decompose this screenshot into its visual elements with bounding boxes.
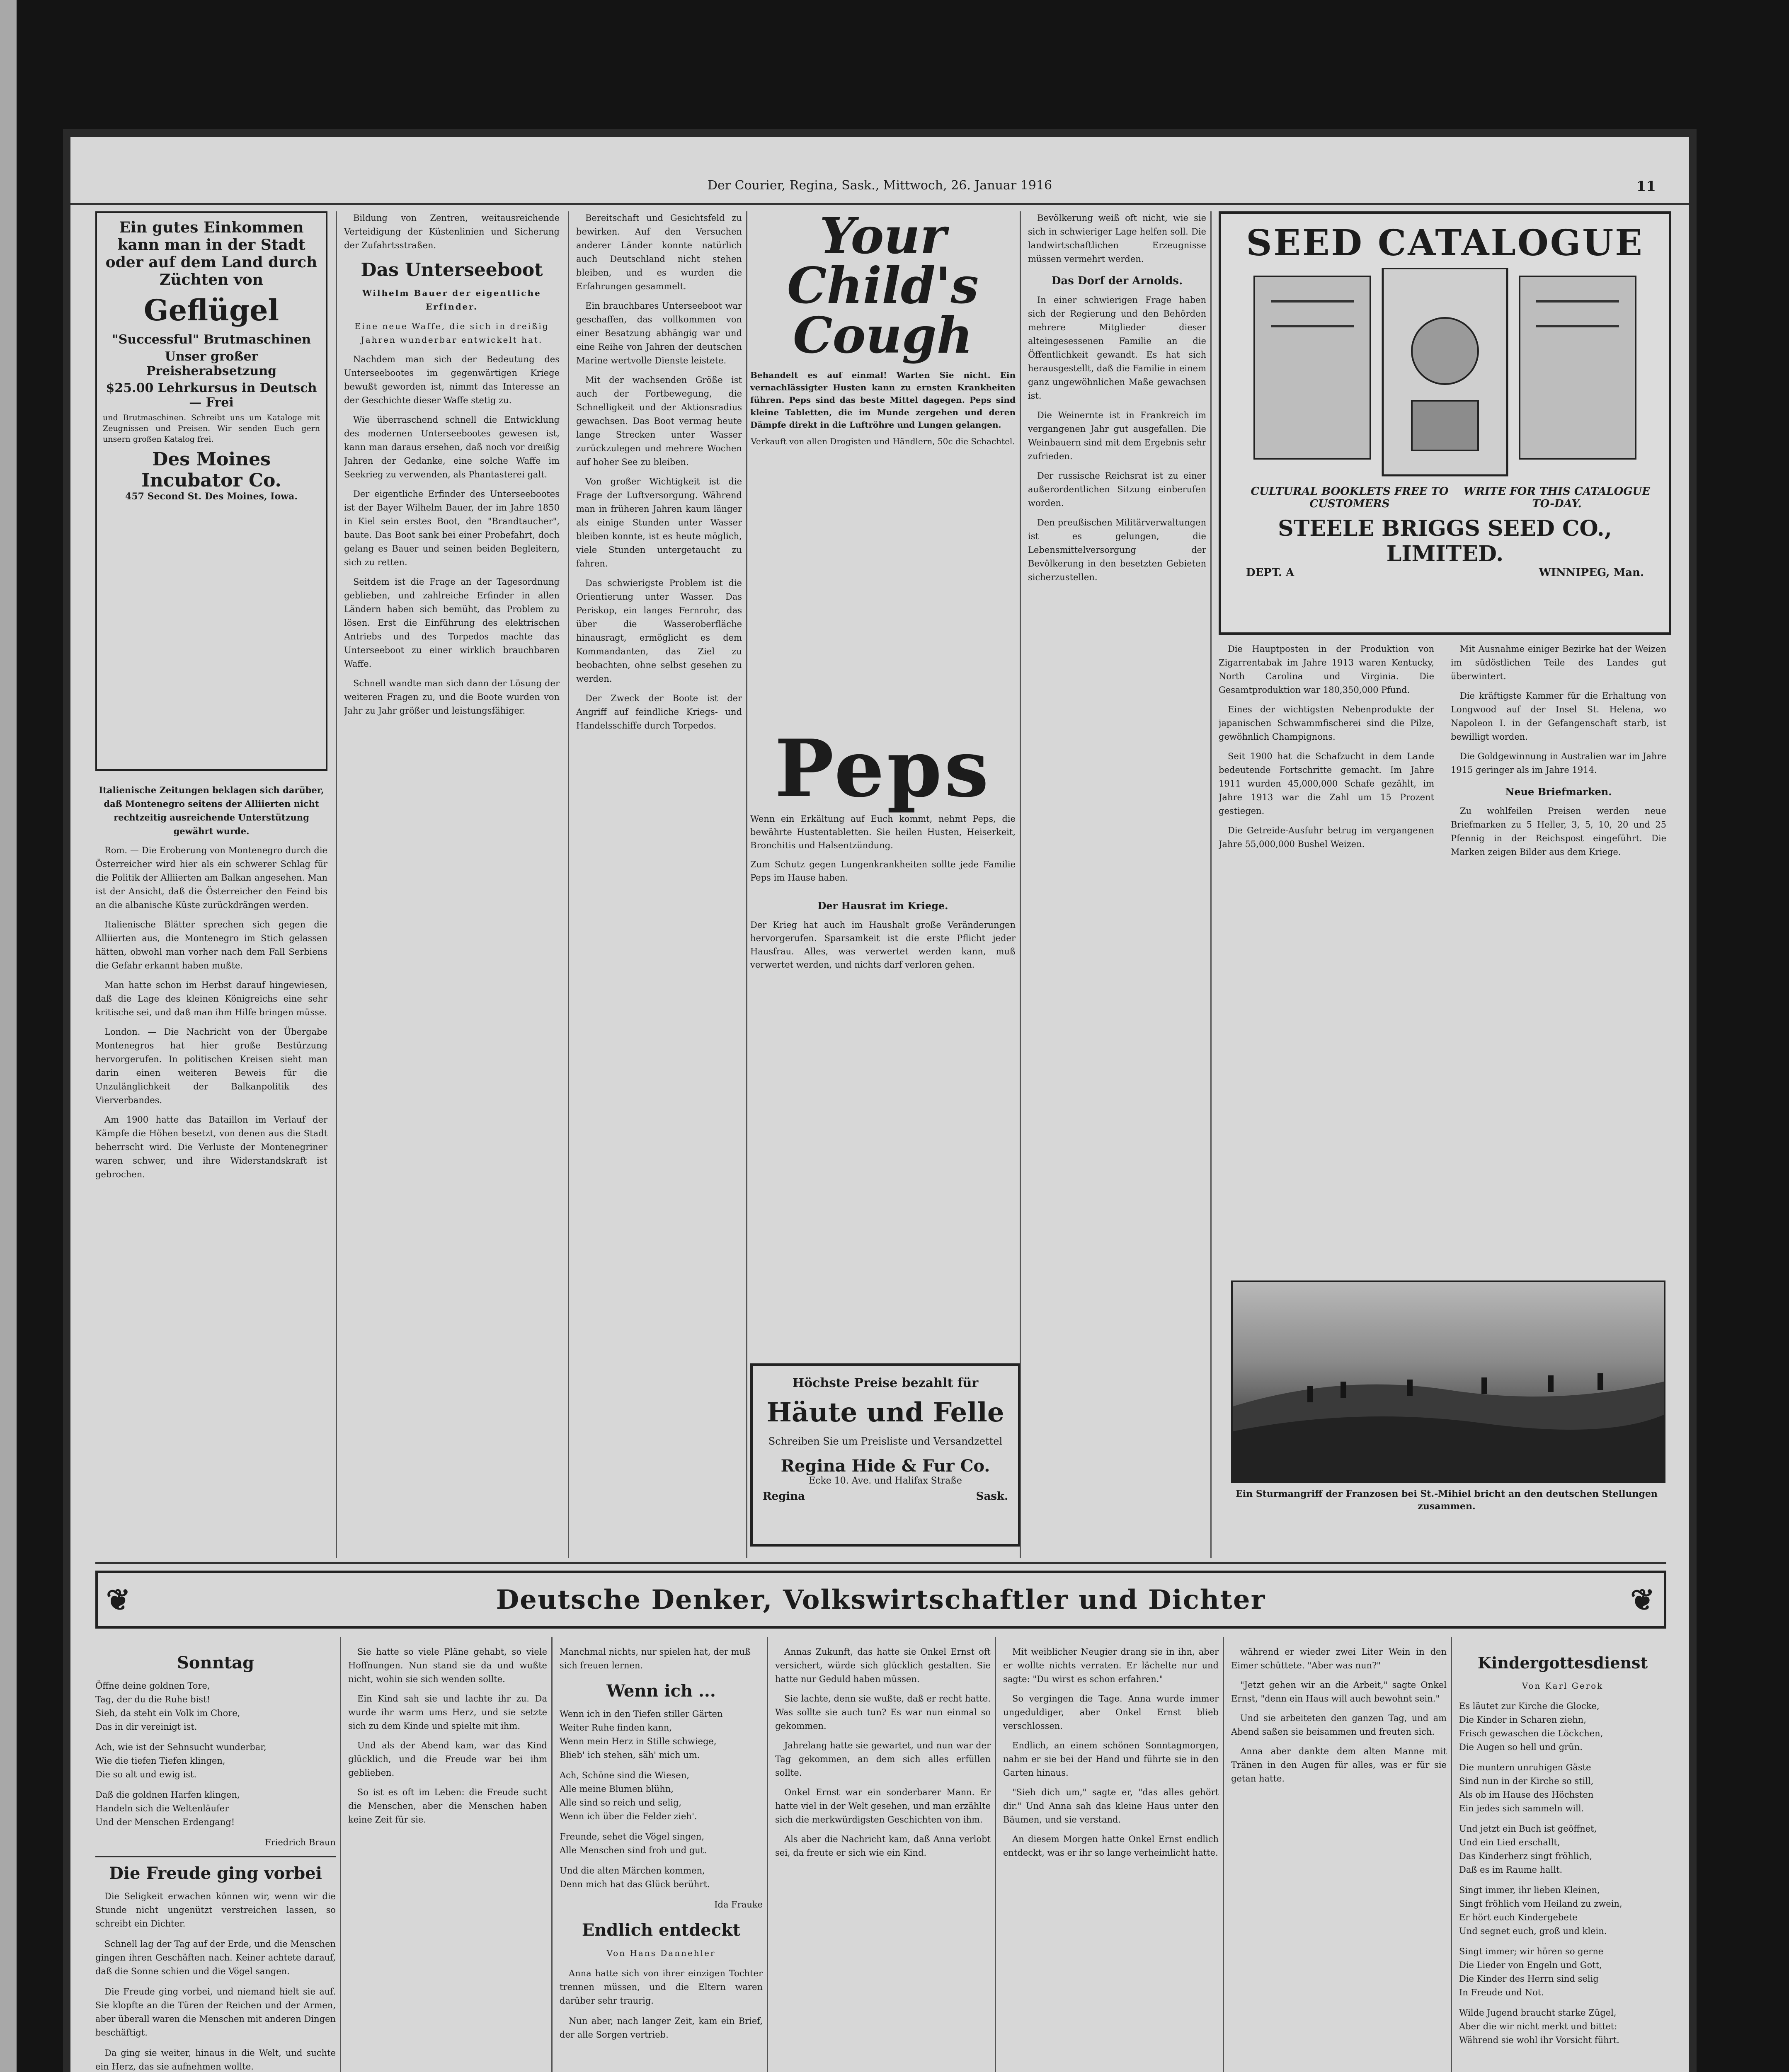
newspaper-page: [70, 137, 1689, 2072]
section-banner: [95, 1571, 1666, 1629]
article-dek: Eine neue Waffe, die sich in dreißig Jahren wunderbar entwickelt hat.: [354, 321, 549, 345]
column-rule: [340, 1637, 341, 2072]
seed-ad-title: SEED CATALOGUE: [1246, 222, 1644, 264]
column-rule: [1223, 1637, 1224, 2072]
hides-ad: [750, 1363, 1021, 1547]
stanza: Wenn ich in den Tiefen stiller Gärten Weiter Ruhe finden kann, Wenn mein Herz in Stille schwiege, Blieb' ich stehen, säh' mich um.: [560, 1709, 723, 1760]
paragraph: Italienische Blätter sprechen sich gegen die Alliierten aus, die Montenegro im Stich gelassen hätten, obwohl man vorher nach dem Fall Serbiens die Gefahr erkannt haben mußte.: [95, 920, 327, 971]
paragraph: Seit 1900 hat die Schafzucht in dem Lande bedeutende Fortschritte gemacht. Im Jahre 1911 wurden 45,000,000 Schafe gezählt, im Jahre 1913 war die Zahl um 15 Prozent gestiegen.: [1219, 751, 1434, 816]
cough-ad-body: Behandelt es auf einmal! Warten Sie nicht. Ein vernachlässigter Husten kann zu ernsten Krankheiten führen. Peps sind das beste Mittel dagegen. Peps sind kleine Tabletten, die im Munde zergehen und deren Dämpfe direkt in die Luftröhre und Lungen gelangen.: [750, 370, 1016, 430]
bottom-column-3: [560, 1645, 763, 2072]
seed-ad-company: STEELE BRIGGS SEED CO., LIMITED.: [1278, 516, 1612, 566]
paragraph: So ist es oft im Leben: die Freude sucht die Menschen, aber die Menschen haben keine Zeit für sie.: [348, 1787, 547, 1825]
paragraph: Bevölkerung weiß oft nicht, wie sie sich in schwieriger Lage helfen soll. Die landwirtschaftlichen Erzeugnisse müssen vermehrt werden.: [1028, 213, 1206, 264]
paragraph: Und sie arbeiteten den ganzen Tag, und am Abend saßen sie beisammen und freuten sich.: [1231, 1713, 1447, 1737]
poultry-ad-address: 457 Second St. Des Moines, Iowa.: [125, 491, 298, 502]
hides-ad-l4: Regina Hide & Fur Co.: [781, 1456, 990, 1476]
column-rule: [551, 1637, 553, 2072]
paragraph: Rom. — Die Eroberung von Montenegro durch die Österreicher wird hier als ein schwerer Schlag für die Politik der Alliierten am Balkan angesehen. Man ist der Ansicht, daß die Österreicher den Feind bis an die albanische Küste zurückdrängen werden.: [95, 845, 327, 910]
paragraph: Manchmal nichts, nur spielen hat, der muß sich freuen lernen.: [560, 1647, 751, 1670]
page-number: 11: [1636, 178, 1656, 195]
stanza: Wilde Jugend braucht starke Zügel, Aber die wir nicht merkt und bittet: Während sie wohl ihr Vorsicht führt.: [1459, 2008, 1619, 2045]
peps-ad-body: Wenn ein Erkältung auf Euch kommt, nehmt Peps, die bewährte Hustentabletten. Sie heilen Husten, Heiserkeit, Bronchitis und Halsentzündung.: [750, 814, 1016, 850]
seed-ad-caption-left: CULTURAL BOOKLETS FREE TO CUSTOMERS: [1251, 485, 1449, 510]
horizontal-rule: [95, 1562, 1666, 1564]
poultry-ad-sub2: Unser großer Preisherabsetzung: [146, 349, 277, 378]
paragraph: Der eigentliche Erfinder des Unterseebootes ist der Bayer Wilhelm Bauer, der im Jahre 1850 in Kiel sein erstes Boot, den "Brandtaucher", baute. Das Boot sank bei einer Probefahrt, doch gelang es Bauer und seinen beiden Begleitern, sich zu retten.: [344, 489, 560, 567]
hides-ad-city-row: [753, 1490, 1018, 1503]
paragraph: Nachdem man sich der Bedeutung des Unterseebootes im gegenwärtigen Kriege bewußt geworden ist, nimmt das Interesse an der Geschichte dieser Waffe stetig zu.: [344, 354, 560, 405]
poultry-ad-big: Geflügel: [143, 293, 279, 327]
seed-catalogue-ad: [1219, 211, 1671, 635]
poem-byline: Von Karl Gerok: [1522, 1681, 1604, 1691]
poultry-ad-sub3: $25.00 Lehrkursus in Deutsch — Frei: [106, 381, 317, 410]
paragraph: Die Freude ging vorbei, und niemand hielt sie auf. Sie klopfte an die Türen der Reichen und der Armen, aber überall waren die Menschen mit anderen Dingen beschäftigt.: [95, 1987, 336, 2038]
bottom-column-1: [95, 1645, 336, 2072]
column-rule: [1210, 211, 1212, 1558]
paragraph: Bereitschaft und Gesichtsfeld zu bewirken. Auf den Versuchen anderer Länder konnte natürlich auch Deutschland nicht stehen bleiben, und es wurden die Erfahrungen gesammelt.: [576, 213, 742, 291]
poultry-ad-sub1: "Successful" Brutmaschinen: [112, 332, 311, 347]
article-subtitle: Wilhelm Bauer der eigentliche Erfinder.: [362, 288, 541, 312]
column-5: [1028, 211, 1206, 1558]
banner-ornament-left: ❦: [106, 1582, 131, 1617]
paragraph: Eines der wichtigsten Nebenprodukte der japanischen Schwammfischerei sind die Pilze, gewöhnlich Champignons.: [1219, 704, 1434, 742]
paragraph: während er wieder zwei Liter Wein in den Eimer schüttete. "Aber was nun?": [1231, 1647, 1447, 1670]
paragraph: London. — Die Nachricht von der Übergabe Montenegros hat hier große Bestürzung hervorgerufen. In politischen Kreisen sieht man darin einen weiteren Beweis für die Unzulänglichkeit der Balkanpolitik des Vierverbandes.: [95, 1027, 327, 1105]
hides-ad-l1: Höchste Preise bezahlt für: [792, 1376, 979, 1390]
stanza: Singt immer, ihr lieben Kleinen, Singt fröhlich vom Heiland zu zwein, Er hört euch Kindergebete Und segnet euch, groß und klein.: [1459, 1885, 1622, 1936]
column-2: [344, 211, 560, 1558]
peps-ad-word: Peps: [774, 722, 991, 815]
peps-ad: [750, 722, 1016, 1082]
poultry-ad-headline: Ein gutes Einkommen kann man in der Stadt oder auf dem Land durch Züchten von: [105, 219, 318, 288]
scanner-edge: [0, 0, 17, 2072]
column-rule: [995, 1637, 996, 2072]
trench-illustration: [1233, 1282, 1664, 1481]
section-title-arnolds: Das Dorf der Arnolds.: [1051, 275, 1183, 287]
bottom-column-7: [1459, 1645, 1666, 2072]
poultry-ad-body: und Brutmaschinen. Schreibt uns um Kataloge mit Zeugnissen und Preisen. Wir senden Euch gern unsern großen Katalog frei.: [103, 413, 320, 444]
paragraph: Und als der Abend kam, war das Kind glücklich, und die Freude war bei ihm geblieben.: [348, 1740, 547, 1778]
paragraph: Ein brauchbares Unterseeboot war geschaffen, das vollkommen von einer Besatzung abhängig war und eine Reihe von Jahren der deutschen Marine wertvolle Dienste leistete.: [576, 301, 742, 366]
cough-ad-line1: Your: [819, 207, 946, 265]
poem-author: Ida Frauke: [714, 1900, 763, 1910]
paragraph: "Jetzt gehen wir an die Arbeit," sagte Onkel Ernst, "denn ein Haus will auch bewohnt sein.": [1231, 1680, 1447, 1704]
paragraph: Ein Kind sah sie und lachte ihr zu. Da wurde ihr warm ums Herz, und sie setzte sich zu dem Kinde und spielte mit ihm.: [348, 1694, 547, 1731]
paragraph: Wie überraschend schnell die Entwicklung des modernen Unterseebootes gewesen ist, kann man daraus ersehen, daß noch vor dreißig Jahren der Gedanke, eine solche Waffe im Seekrieg zu verwenden, als Phantasterei galt.: [344, 415, 560, 479]
paragraph: Die Goldgewinnung in Australien war im Jahre 1915 geringer als im Jahre 1914.: [1451, 751, 1666, 775]
paragraph: Als aber die Nachricht kam, daß Anna verlobt sei, da freute er sich wie ein Kind.: [775, 1834, 991, 1858]
story-title-endlich: Endlich entdeckt: [582, 1920, 741, 1940]
hides-ad-l3: Schreiben Sie um Preisliste und Versandzettel: [768, 1435, 1003, 1447]
paragraph: Onkel Ernst war ein sonderbarer Mann. Er hatte viel in der Welt gesehen, und man erzählte sich die merkwürdigsten Geschichten von ihm.: [775, 1787, 991, 1825]
paragraph: An diesem Morgen hatte Onkel Ernst endlich entdeckt, was er ihr so lange verheimlicht hatte.: [1003, 1834, 1219, 1858]
stanza: Die muntern unruhigen Gäste Sind nun in der Kirche so still, Als ob im Hause des Höchsten Ein jedes sich sammeln will.: [1459, 1762, 1594, 1813]
section-title-hausrat: Der Hausrat im Kriege.: [817, 900, 948, 912]
seed-catalogue-illustration: [1246, 268, 1644, 484]
banner-ornament-right: ❦: [1630, 1582, 1656, 1617]
column-rule: [1020, 211, 1021, 1558]
cough-ad-line2: Child's: [787, 257, 979, 315]
paragraph: Der russische Reichsrat ist zu einer außerordentlichen Sitzung einberufen worden.: [1028, 471, 1206, 508]
stanza: Öffne deine goldnen Tore, Tag, der du die Ruhe bist! Sieh, da steht ein Volk im Chore, Das in dir vereinigt ist.: [95, 1681, 240, 1732]
paragraph: Bildung von Zentren, weitausreichende Verteidigung der Küstenlinien und Sicherung der Zufahrtsstraßen.: [344, 213, 560, 250]
masthead: Der Courier, Regina, Sask., Mittwoch, 26. Januar 1916: [70, 178, 1689, 205]
column-3: [576, 211, 742, 1558]
stanza: Und die alten Märchen kommen, Denn mich hat das Glück berührt.: [560, 1866, 710, 1889]
poultry-ad-brand: Des Moines Incubator Co.: [141, 449, 281, 491]
paragraph: Schnell wandte man sich dann der Lösung der weiteren Fragen zu, und die Boote wurden von Jahr zu Jahr größer und leistungsfähiger.: [344, 678, 560, 716]
poultry-ad: [95, 211, 327, 771]
paragraph: Der Zweck der Boote ist der Angriff auf feindliche Kriegs- und Handelsschiffe durch Torpedos.: [576, 693, 742, 731]
story-byline: Von Hans Dannehler: [606, 1948, 716, 1958]
paragraph: Die Seligkeit erwachen können wir, wenn wir die Stunde nicht ungenützt verstreichen lassen, so schreibt ein Dichter.: [95, 1891, 336, 1929]
paragraph: Am 1900 hatte das Bataillon im Verlauf der Kämpfe die Höhen besetzt, von denen aus die Stadt beherrscht wird. Die Verluste der Montenegriner waren schwer, und ihre Widerstandskraft ist gebrochen.: [95, 1115, 327, 1179]
paragraph: Mit der wachsenden Größe ist auch der Fortbewegung, die Schnelligkeit und der Aktionsradius gewachsen. Das Boot vermag heute lange Strecken unter Wasser zurückzulegen und mehrere Wochen auf hoher See zu bleiben.: [576, 375, 742, 467]
paragraph: Seitdem ist die Frage an der Tagesordnung geblieben, und zahlreiche Erfinder in allen Ländern haben sich bemüht, das Problem zu lösen. Erst die Einführung des elektrischen Antriebs und des Torpedos machte das Unterseeboot zu einer wirklich brauchbaren Waffe.: [344, 577, 560, 669]
cough-ad-line3: Cough: [793, 306, 973, 365]
poem-title-wenn-ich: Wenn ich ...: [606, 1681, 716, 1701]
stanza: Daß die goldnen Harfen klingen, Handeln sich die Weltenläufer Und der Menschen Erdengang!: [95, 1790, 240, 1827]
paragraph: "Sieh dich um," sagte er, "das alles gehört dir." Und Anna sah das kleine Haus unter den Bäumen, und sie verstand.: [1003, 1787, 1219, 1825]
section-body-hausrat: Der Krieg hat auch im Haushalt große Veränderungen hervorgerufen. Sparsamkeit ist die erste Pflicht jeder Hausfrau. Alles, was verwertet werden kann, muß verwertet werden, und nichts darf verloren gehen.: [750, 920, 1016, 970]
photo-caption: Ein Sturmangriff der Franzosen bei St.-Mihiel bricht an den deutschen Stellungen zusammen.: [1236, 1489, 1658, 1512]
paragraph: Das schwierigste Problem ist die Orientierung unter Wasser. Das Periskop, ein langes Fernrohr, das über die Wasseroberfläche hinausragt, ermöglicht es dem Kommandanten, das Ziel zu beobachten, ohne selbst gesehen zu werden.: [576, 578, 742, 684]
paragraph: Die Weinernte ist in Frankreich im vergangenen Jahr gut ausgefallen. Die Weinbauern sind mit dem Ergebnis sehr zufrieden.: [1028, 410, 1206, 461]
stanza: Freunde, sehet die Vögel singen, Alle Menschen sind froh und gut.: [560, 1832, 707, 1855]
bottom-column-5: [1003, 1645, 1219, 2072]
paragraph: Sie lachte, denn sie wußte, daß er recht hatte. Was sollte sie auch tun? Es war nun einmal so gekommen.: [775, 1694, 991, 1731]
peps-ad-note: Zum Schutz gegen Lungenkrankheiten sollte jede Familie Peps im Hause haben.: [750, 859, 1016, 883]
seed-ad-footer: [1221, 566, 1669, 579]
paragraph: Mit Ausnahme einiger Bezirke hat der Weizen im südöstlichen Teile des Landes gut überwintert.: [1451, 644, 1666, 681]
war-photo: [1231, 1280, 1665, 1483]
stanza: Ach, Schöne sind die Wiesen, Alle meine Blumen blühn, Alle sind so reich und selig, Wenn ich über die Felder zieh'.: [560, 1770, 697, 1821]
stanza: Ach, wie ist der Sehnsucht wunderbar, Wie die tiefen Tiefen klingen, Die so alt und ewig ist.: [95, 1742, 267, 1779]
column-rule: [767, 1637, 768, 2072]
paragraph: Die Hauptposten in der Produktion von Zigarrentabak im Jahre 1913 waren Kentucky, North Carolina und Virginia. Die Gesamtproduktion war 180,350,000 Pfund.: [1219, 644, 1434, 695]
paragraph: Nun aber, nach langer Zeit, kam ein Brief, der alle Sorgen vertrieb.: [560, 2016, 763, 2040]
seed-ad-dept: DEPT. A: [1246, 566, 1294, 579]
paragraph: Zu wohlfeilen Preisen werden neue Briefmarken zu 5 Heller, 3, 5, 10, 20 und 25 Pfennig in der Reichspost eingeführt. Die Marken zeigen Bilder aus dem Kriege.: [1451, 806, 1666, 857]
paragraph: Den preußischen Militärverwaltungen ist es gelungen, die Lebensmittelversorgung der Bevölkerung in den besetzten Gebieten sicherzustellen.: [1028, 518, 1206, 582]
essay-title-freude: Die Freude ging vorbei: [95, 1856, 336, 1886]
bottom-column-4: [775, 1645, 991, 2072]
poem-title-kindergottesdienst: Kindergottesdienst: [1477, 1653, 1648, 1672]
seed-ad-city: WINNIPEG, Man.: [1539, 566, 1644, 579]
bottom-column-6: [1231, 1645, 1447, 2072]
hides-ad-city: Regina: [763, 1490, 805, 1503]
column-1: [95, 783, 327, 1554]
column-rule: [746, 211, 747, 1558]
banner-title: Deutsche Denker, Volkswirtschaftler und Dichter: [496, 1584, 1266, 1615]
seed-ad-caption-right: WRITE FOR THIS CATALOGUE TO-DAY.: [1464, 485, 1651, 510]
column-rule: [1451, 1637, 1452, 2072]
column-7: [1219, 642, 1666, 1268]
poem-title-sonntag: Sonntag: [177, 1653, 255, 1673]
paragraph: Annas Zukunft, das hatte sie Onkel Ernst oft versichert, würde sich glücklich gestalten. Sie hatte nur Geduld haben müssen.: [775, 1647, 991, 1684]
paragraph: Jahrelang hatte sie gewartet, und nun war der Tag gekommen, an dem sich alles erfüllen sollte.: [775, 1740, 991, 1778]
stanza: Und jetzt ein Buch ist geöffnet, Und ein Lied erschallt, Das Kinderherz singt fröhlich, Daß es im Raume hallt.: [1459, 1824, 1597, 1875]
section-title-briefmarken: Neue Briefmarken.: [1505, 786, 1612, 798]
paragraph: Endlich, an einem schönen Sonntagmorgen, nahm er sie bei der Hand und führte sie in den Garten hinaus.: [1003, 1740, 1219, 1778]
stanza: Singt immer; wir hören so gerne Die Lieder von Engeln und Gott, Die Kinder des Herrn sind selig In Freude und Not.: [1459, 1946, 1604, 1997]
paragraph: Sie hatte so viele Pläne gehabt, so viele Hoffnungen. Nun stand sie da und wußte nicht, wohin sie sich wenden sollte.: [348, 1647, 547, 1684]
column-rule: [336, 211, 337, 1558]
paragraph: Von großer Wichtigkeit ist die Frage der Luftversorgung. Während man in früheren Jahren kaum länger als einige Stunden unter Wasser bleiben konnte, ist es heute möglich, viele Stunden untergetaucht zu fahren.: [576, 477, 742, 569]
paragraph: Die kräftigste Kammer für die Erhaltung von Longwood auf der Insel St. Helena, wo Napoleon I. in der Gefangenschaft starb, ist bewilligt worden.: [1451, 691, 1666, 742]
cough-ad-small: Verkauft von allen Drogisten und Händlern, 50c die Schachtel.: [751, 436, 1015, 446]
column-rule: [568, 211, 569, 1558]
bottom-column-2: [348, 1645, 547, 2072]
paragraph: Die Getreide-Ausfuhr betrug im vergangenen Jahre 55,000,000 Bushel Weizen.: [1219, 825, 1434, 849]
seed-ad-captions: [1221, 485, 1669, 510]
poem-author: Friedrich Braun: [265, 1837, 336, 1847]
article-title-unterseeboot: Das Unterseeboot: [361, 259, 543, 281]
hides-ad-province: Sask.: [976, 1490, 1008, 1503]
paragraph: Schnell lag der Tag auf der Erde, und die Menschen gingen ihren Geschäften nach. Keiner achtete darauf, daß die Sonne schien und die Vögel sangen.: [95, 1939, 336, 1976]
paragraph: Man hatte schon im Herbst darauf hingewiesen, daß die Lage des kleinen Königreichs eine sehr kritische sei, und daß man ihm Hilfe bringen müsse.: [95, 980, 327, 1017]
paragraph: So vergingen die Tage. Anna wurde immer ungeduldiger, aber Onkel Ernst blieb verschlossen.: [1003, 1694, 1219, 1731]
paragraph: Da ging sie weiter, hinaus in die Welt, und suchte ein Herz, das sie aufnehmen wollte.: [95, 2048, 336, 2072]
paragraph: In einer schwierigen Frage haben sich der Regierung und den Behörden mehrere Mitglieder dieser alteingesessenen Familie an die Öffentlichkeit gewandt. Es hat sich herausgestellt, daß die Familie in einem ganz ungewöhnlichen Maße gewachsen ist.: [1028, 295, 1206, 401]
cough-ad: [750, 207, 1016, 551]
hides-ad-l5: Ecke 10. Ave. und Halifax Straße: [809, 1476, 962, 1486]
paragraph: Anna aber dankte dem alten Manne mit Tränen in den Augen für alles, was er für sie getan hatte.: [1231, 1746, 1447, 1784]
paragraph: Anna hatte sich von ihrer einzigen Tochter trennen müssen, und die Eltern waren darüber sehr traurig.: [560, 1968, 763, 2006]
column-1-lead: Italienische Zeitungen beklagen sich darüber, daß Montenegro seitens der Alliierten nicht rechtzeitig ausreichende Unterstützung gewährt wurde.: [99, 785, 324, 836]
hides-ad-l2: Häute und Felle: [766, 1397, 1004, 1428]
paragraph: Mit weiblicher Neugier drang sie in ihn, aber er wollte nichts verraten. Er lächelte nur und sagte: "Du wirst es schon erfahren.": [1003, 1647, 1219, 1684]
stanza: Es läutet zur Kirche die Glocke, Die Kinder in Scharen ziehn, Frisch gewaschen die Löckchen, Die Augen so hell und grün.: [1459, 1701, 1603, 1752]
